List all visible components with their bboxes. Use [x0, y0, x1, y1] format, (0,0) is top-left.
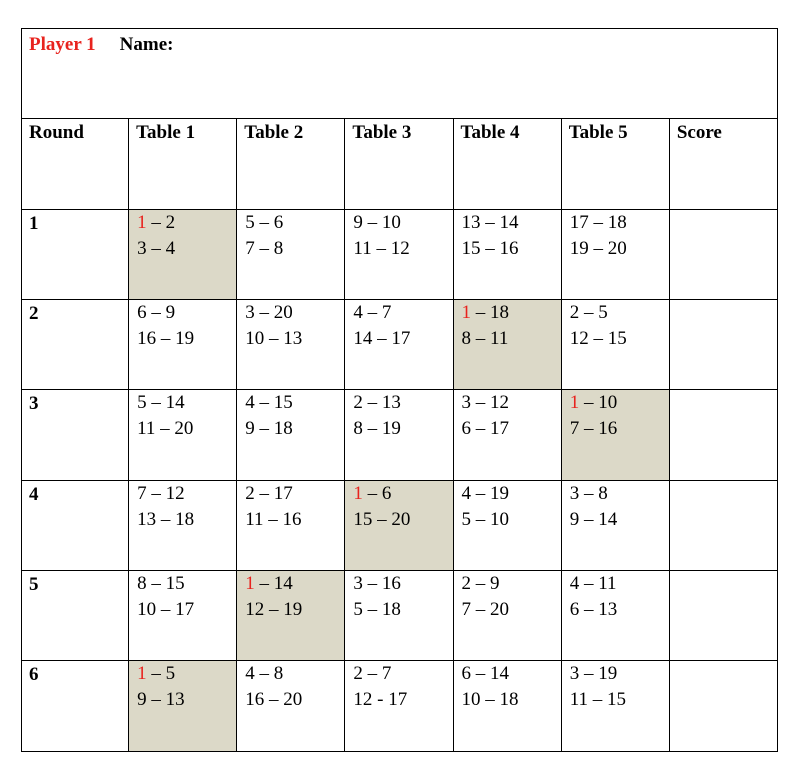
- matchup-top: 1 – 18: [461, 302, 510, 323]
- round-row: [22, 210, 778, 300]
- column-header-table-1: Table 1: [129, 119, 237, 210]
- matchup-bottom: 12 - 17: [353, 689, 408, 710]
- matchup-bottom: 9 – 18: [245, 418, 293, 439]
- player-number: 1: [569, 392, 580, 413]
- player-number: 1: [353, 483, 363, 504]
- player-number: 1: [137, 663, 147, 684]
- table-1-cell: [129, 481, 237, 571]
- column-header-row: [22, 119, 778, 210]
- matchup-top: 13 – 14: [461, 212, 519, 233]
- column-header-table-4: Table 4: [453, 119, 561, 210]
- table-1-cell: [129, 390, 237, 481]
- matchup-bottom: 6 – 17: [461, 418, 510, 439]
- matchup-bottom: 16 – 20: [245, 689, 303, 710]
- matchup-bottom: 11 – 15: [569, 689, 626, 710]
- matchup-bottom: 11 – 12: [353, 238, 410, 259]
- round-number: 6: [29, 664, 39, 685]
- score-sheet: [21, 28, 778, 752]
- matchup-top: 4 – 19: [461, 483, 510, 504]
- matchup-bottom: 11 – 16: [245, 509, 302, 530]
- player-number: 1: [245, 573, 255, 594]
- column-header-table-3: Table 3: [345, 119, 453, 210]
- table-1-cell: [129, 571, 237, 661]
- matchup-top: 2 – 13: [353, 392, 401, 413]
- name-label: Name:: [119, 34, 174, 55]
- table-4-cell: [453, 481, 561, 571]
- round-number: 1: [29, 213, 39, 234]
- table-3-cell: [345, 300, 453, 390]
- table-1-cell: [129, 210, 237, 300]
- matchup-top: 2 – 7: [353, 663, 392, 684]
- round-number-cell: [22, 210, 129, 300]
- column-header-score: Score: [669, 119, 777, 210]
- matchup-bottom: 16 – 19: [137, 328, 195, 349]
- table-5-cell: [561, 571, 669, 661]
- table-2-cell: [237, 571, 345, 661]
- matchup-top: 4 – 15: [245, 392, 293, 413]
- matchup-top: 1 – 10: [569, 392, 618, 413]
- matchup-bottom: 5 – 18: [353, 599, 401, 620]
- matchup-top: 6 – 9: [137, 302, 176, 323]
- table-1-cell: [129, 300, 237, 390]
- table-4-cell: [453, 661, 561, 752]
- matchup-top: 7 – 12: [137, 483, 185, 504]
- matchup-top: 4 – 11: [569, 573, 617, 594]
- table-4-cell: [453, 210, 561, 300]
- matchup-top: 4 – 8: [245, 663, 284, 684]
- table-5-cell: [561, 300, 669, 390]
- table-3-cell: [345, 210, 453, 300]
- matchup-top: 17 – 18: [569, 212, 627, 233]
- score-cell[interactable]: [669, 210, 777, 300]
- matchup-top: 1 – 14: [245, 573, 293, 594]
- matchup-top: 3 – 19: [569, 663, 618, 684]
- schedule-table: [21, 28, 778, 752]
- matchup-top: 8 – 15: [137, 573, 185, 594]
- score-cell[interactable]: [669, 481, 777, 571]
- matchup-top: 3 – 8: [569, 483, 608, 504]
- table-2-cell: [237, 661, 345, 752]
- matchup-bottom: 10 – 13: [245, 328, 303, 349]
- matchup-bottom: 15 – 20: [353, 509, 411, 530]
- matchup-bottom: 13 – 18: [137, 509, 195, 530]
- matchup-top: 2 – 5: [569, 302, 608, 323]
- matchup-bottom: 11 – 20: [137, 418, 194, 439]
- matchup-top: 4 – 7: [353, 302, 392, 323]
- score-cell[interactable]: [669, 661, 777, 752]
- matchup-bottom: 10 – 18: [461, 689, 519, 710]
- round-number: 2: [29, 303, 39, 324]
- round-number: 3: [29, 393, 39, 414]
- matchup-bottom: 19 – 20: [569, 238, 627, 259]
- round-number: 5: [29, 574, 39, 595]
- matchup-top: 1 – 6: [353, 483, 392, 504]
- player-number: 1: [137, 212, 147, 233]
- round-number-cell: [22, 481, 129, 571]
- matchup-bottom: 15 – 16: [461, 238, 519, 259]
- table-2-cell: [237, 390, 345, 481]
- matchup-top: 1 – 2: [137, 212, 176, 233]
- matchup-bottom: 9 – 14: [569, 509, 618, 530]
- matchup-bottom: 7 – 20: [461, 599, 510, 620]
- matchup-bottom: 8 – 11: [461, 328, 509, 349]
- matchup-bottom: 8 – 19: [353, 418, 401, 439]
- matchup-bottom: 7 – 16: [569, 418, 618, 439]
- table-1-cell: [129, 661, 237, 752]
- table-4-cell: [453, 300, 561, 390]
- matchup-top: 9 – 10: [353, 212, 401, 233]
- table-5-cell: [561, 210, 669, 300]
- table-3-cell: [345, 481, 453, 571]
- round-row: [22, 390, 778, 481]
- matchup-bottom: 10 – 17: [137, 599, 195, 620]
- table-3-cell: [345, 571, 453, 661]
- table-5-cell: [561, 390, 669, 481]
- matchup-top: 2 – 17: [245, 483, 293, 504]
- player-header-cell[interactable]: [22, 29, 778, 119]
- matchup-top: 2 – 9: [461, 573, 500, 594]
- table-3-cell: [345, 390, 453, 481]
- matchup-bottom: 14 – 17: [353, 328, 411, 349]
- column-header-table-5: Table 5: [561, 119, 669, 210]
- round-row: [22, 661, 778, 752]
- matchup-top: 6 – 14: [461, 663, 510, 684]
- table-4-cell: [453, 390, 561, 481]
- round-number-cell: [22, 571, 129, 661]
- column-header-table-2: Table 2: [237, 119, 345, 210]
- table-3-cell: [345, 661, 453, 752]
- round-number: 4: [29, 484, 39, 505]
- matchup-top: 5 – 6: [245, 212, 284, 233]
- matchup-top: 1 – 5: [137, 663, 176, 684]
- round-row: [22, 300, 778, 390]
- table-5-cell: [561, 661, 669, 752]
- round-row: [22, 571, 778, 661]
- table-4-cell: [453, 571, 561, 661]
- matchup-top: 5 – 14: [137, 392, 185, 413]
- score-cell[interactable]: [669, 390, 777, 481]
- table-2-cell: [237, 481, 345, 571]
- matchup-bottom: 7 – 8: [245, 238, 284, 259]
- round-row: [22, 481, 778, 571]
- matchup-top: 3 – 20: [245, 302, 293, 323]
- matchup-bottom: 12 – 15: [569, 328, 627, 349]
- matchup-bottom: 5 – 10: [461, 509, 510, 530]
- matchup-bottom: 9 – 13: [137, 689, 185, 710]
- matchup-bottom: 12 – 19: [245, 599, 303, 620]
- round-number-cell: [22, 661, 129, 752]
- table-2-cell: [237, 300, 345, 390]
- round-number-cell: [22, 390, 129, 481]
- score-cell[interactable]: [669, 571, 777, 661]
- column-header-round: Round: [22, 119, 129, 210]
- matchup-top: 3 – 16: [353, 573, 401, 594]
- matchup-bottom: 3 – 4: [137, 238, 176, 259]
- table-5-cell: [561, 481, 669, 571]
- matchup-top: 3 – 12: [461, 392, 510, 413]
- table-2-cell: [237, 210, 345, 300]
- player-label: Player 1: [29, 34, 96, 55]
- player-header-row: [22, 29, 778, 119]
- round-number-cell: [22, 300, 129, 390]
- player-number: 1: [461, 302, 472, 323]
- score-cell[interactable]: [669, 300, 777, 390]
- matchup-bottom: 6 – 13: [569, 599, 618, 620]
